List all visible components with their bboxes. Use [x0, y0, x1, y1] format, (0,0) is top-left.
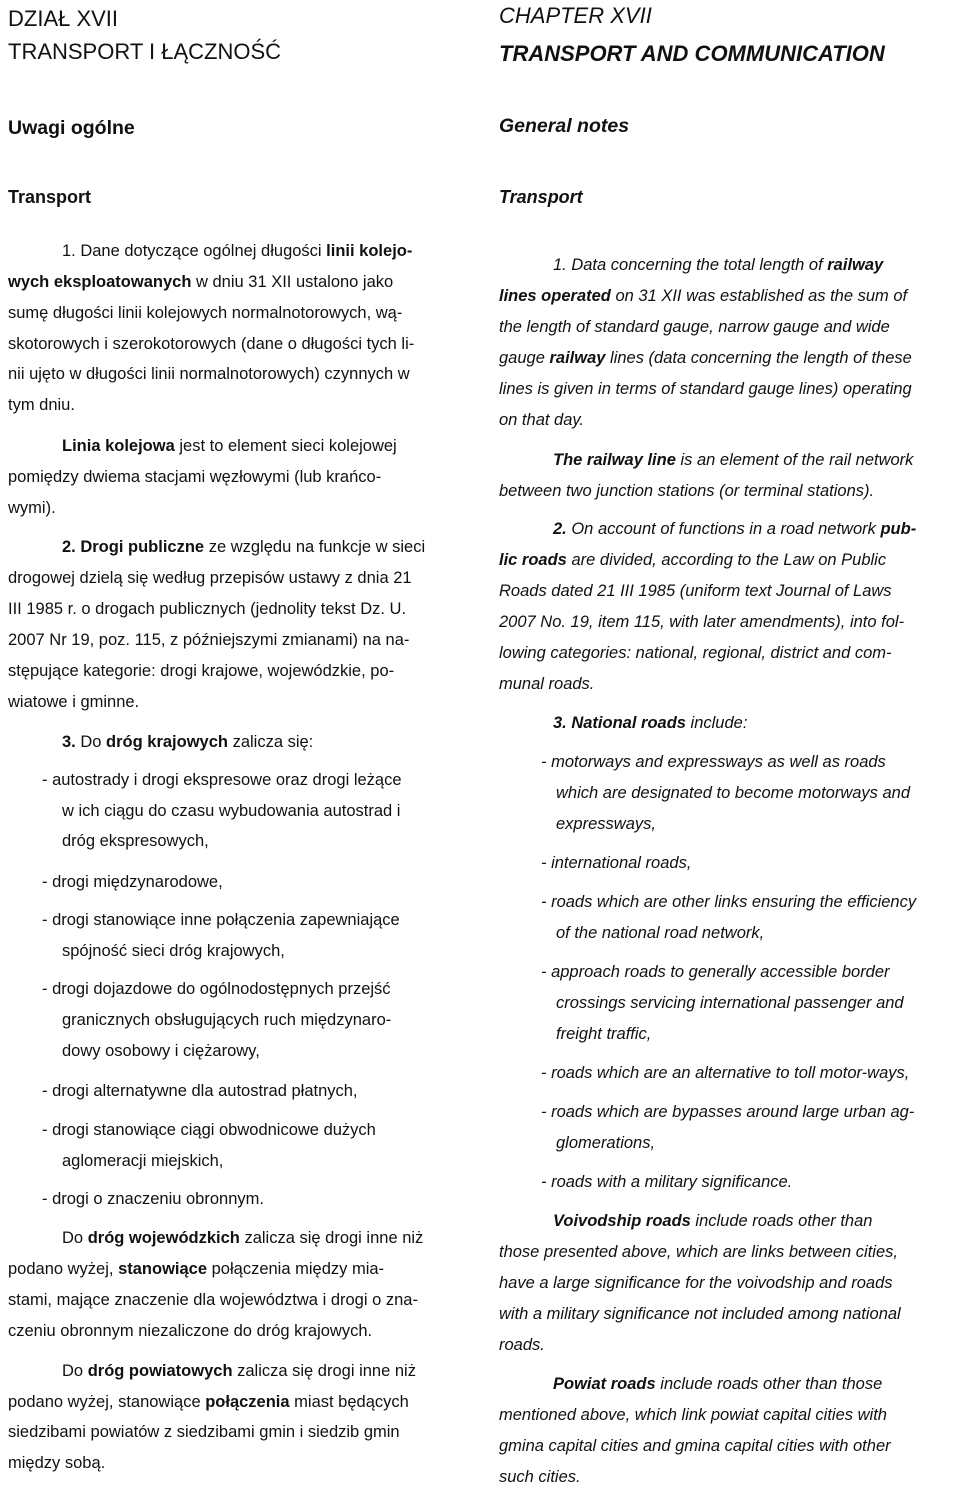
- list-item-line: spójność sieci dróg krajowych,: [62, 942, 285, 960]
- list-item-line: - roads which are other links ensuring the efficiency: [541, 893, 917, 911]
- paragraph-line: have a large significance for the voivodship and roads: [499, 1274, 893, 1292]
- paragraph-line: pomiędzy dwiema stacjami węzłowymi (lub krańco-: [8, 468, 382, 486]
- paragraph-line: gmina capital cities and gmina capital cities with other: [499, 1437, 891, 1455]
- paragraph-line: 3. Do dróg krajowych zalicza się:: [62, 733, 314, 751]
- paragraph-line: podano wyżej, stanowiące połączenia między mia-: [8, 1260, 385, 1278]
- paragraph-line: 3. National roads include:: [553, 714, 748, 732]
- paragraph-line: III 1985 r. o drogach publicznych (jednolity tekst Dz. U.: [8, 600, 407, 618]
- paragraph-line: 2007 Nr 19, poz. 115, z późniejszymi zmianami) na na-: [8, 631, 410, 649]
- paragraph-line: munal roads.: [499, 675, 595, 693]
- paragraph-line: 2. On account of functions in a road network pub-: [553, 520, 917, 538]
- paragraph-line: stępujące kategorie: drogi krajowe, wojewódzkie, po-: [8, 662, 395, 680]
- paragraph-line: on that day.: [499, 411, 585, 429]
- paragraph-line: roads.: [499, 1336, 545, 1354]
- paragraph-line: drogowej dzielą się według przepisów ustawy z dnia 21: [8, 569, 412, 587]
- paragraph-line: sumę długości linii kolejowych normalnotorowych, wą-: [8, 304, 403, 322]
- paragraph-line: the length of standard gauge, narrow gauge and wide: [499, 318, 890, 336]
- section-heading: Uwagi ogólne: [8, 117, 135, 139]
- list-item-line: - drogi stanowiące inne połączenia zapewniające: [42, 911, 400, 929]
- list-item-line: granicznych obsługujących ruch międzynaro-: [62, 1011, 392, 1029]
- chapter-number: DZIAŁ XVII: [8, 6, 119, 31]
- list-item-line: - drogi o znaczeniu obronnym.: [42, 1190, 264, 1208]
- section-heading: General notes: [499, 115, 630, 137]
- list-item-line: expressways,: [556, 815, 656, 833]
- list-item-line: dowy osobowy i ciężarowy,: [62, 1042, 260, 1060]
- list-item-line: w ich ciągu do czasu wybudowania autostrad i: [62, 802, 401, 820]
- paragraph-line: wych eksploatowanych w dniu 31 XII ustalono jako: [8, 273, 394, 291]
- list-item-line: - autostrady i drogi ekspresowe oraz drogi leżące: [42, 771, 402, 789]
- list-item-line: - international roads,: [541, 854, 692, 872]
- paragraph-line: Roads dated 21 III 1985 (uniform text Journal of Laws: [499, 582, 892, 600]
- paragraph-line: siedzibami powiatów z siedzibami gmin i siedzib gmin: [8, 1423, 400, 1441]
- paragraph-line: lic roads are divided, according to the Law on Public: [499, 551, 887, 569]
- paragraph-line: with a military significance not included among national: [499, 1305, 901, 1323]
- chapter-title: TRANSPORT AND COMMUNICATION: [499, 41, 885, 66]
- paragraph-line: nii ujęto w długości linii normalnotorowych) czynnych w: [8, 365, 410, 383]
- list-item-line: aglomeracji miejskich,: [62, 1152, 224, 1170]
- list-item-line: freight traffic,: [556, 1025, 652, 1043]
- paragraph-line: such cities.: [499, 1468, 581, 1486]
- list-item-line: - roads which are bypasses around large urban ag-: [541, 1103, 915, 1121]
- list-item-line: glomerations,: [556, 1134, 656, 1152]
- subsection-heading: Transport: [8, 187, 92, 207]
- list-item-line: - roads with a military significance.: [541, 1173, 793, 1191]
- paragraph-line: wiatowe i gminne.: [8, 693, 140, 711]
- list-item-line: crossings servicing international passenger and: [556, 994, 904, 1012]
- paragraph-line: 1. Dane dotyczące ogólnej długości linii kolejo-: [62, 242, 413, 260]
- paragraph-line: tym dniu.: [8, 396, 75, 414]
- list-item-line: - motorways and expressways as well as roads: [541, 753, 886, 771]
- paragraph-line: lowing categories: national, regional, district and com-: [499, 644, 892, 662]
- list-item-line: - drogi stanowiące ciągi obwodnicowe dużych: [42, 1121, 376, 1139]
- list-item-line: which are designated to become motorways and: [556, 784, 911, 802]
- list-item-line: dróg ekspresowych,: [62, 832, 209, 850]
- paragraph-line: lines is given in terms of standard gauge lines) operating: [499, 380, 912, 398]
- list-item-line: - drogi dojazdowe do ogólnodostępnych przejść: [42, 980, 391, 998]
- paragraph-line: 2. Drogi publiczne ze względu na funkcje w sieci: [62, 538, 426, 556]
- paragraph-line: between two junction stations (or terminal stations).: [499, 482, 875, 500]
- paragraph-line: Do dróg powiatowych zalicza się drogi inne niż: [62, 1362, 416, 1380]
- paragraph-line: The railway line is an element of the rail network: [553, 451, 914, 469]
- paragraph-line: mentioned above, which link powiat capital cities with: [499, 1406, 887, 1424]
- paragraph-line: Do dróg wojewódzkich zalicza się drogi inne niż: [62, 1229, 424, 1247]
- list-item-line: - drogi międzynarodowe,: [42, 873, 223, 891]
- paragraph-line: 1. Data concerning the total length of railway: [553, 256, 884, 274]
- paragraph-line: wymi).: [8, 499, 56, 517]
- list-item-line: - drogi alternatywne dla autostrad płatnych,: [42, 1082, 358, 1100]
- paragraph-line: stami, mające znaczenie dla województwa i drogi o zna-: [8, 1291, 418, 1309]
- paragraph-line: czeniu obronnym niezaliczone do dróg krajowych.: [8, 1322, 373, 1340]
- paragraph-line: Powiat roads include roads other than those: [553, 1375, 883, 1393]
- subsection-heading: Transport: [499, 187, 583, 207]
- chapter-number: CHAPTER XVII: [499, 3, 652, 28]
- paragraph-line: those presented above, which are links between cities,: [499, 1243, 898, 1261]
- paragraph-line: skotorowych i szerokotorowych (dane o długości tych li-: [8, 335, 415, 353]
- paragraph-line: 2007 No. 19, item 115, with later amendments), into fol-: [499, 613, 905, 631]
- list-item-line: - roads which are an alternative to toll motor-ways,: [541, 1064, 910, 1082]
- paragraph-line: Voivodship roads include roads other than: [553, 1212, 873, 1230]
- list-item-line: of the national road network,: [556, 924, 765, 942]
- paragraph-line: gauge railway lines (data concerning the length of these: [499, 349, 912, 367]
- paragraph-line: między sobą.: [8, 1454, 106, 1472]
- paragraph-line: Linia kolejowa jest to element sieci kolejowej: [62, 437, 397, 455]
- chapter-title: TRANSPORT I ŁĄCZNOŚĆ: [8, 39, 282, 64]
- paragraph-line: podano wyżej, stanowiące połączenia miast będących: [8, 1393, 409, 1411]
- list-item-line: - approach roads to generally accessible border: [541, 963, 890, 981]
- paragraph-line: lines operated on 31 XII was established as the sum of: [499, 287, 908, 305]
